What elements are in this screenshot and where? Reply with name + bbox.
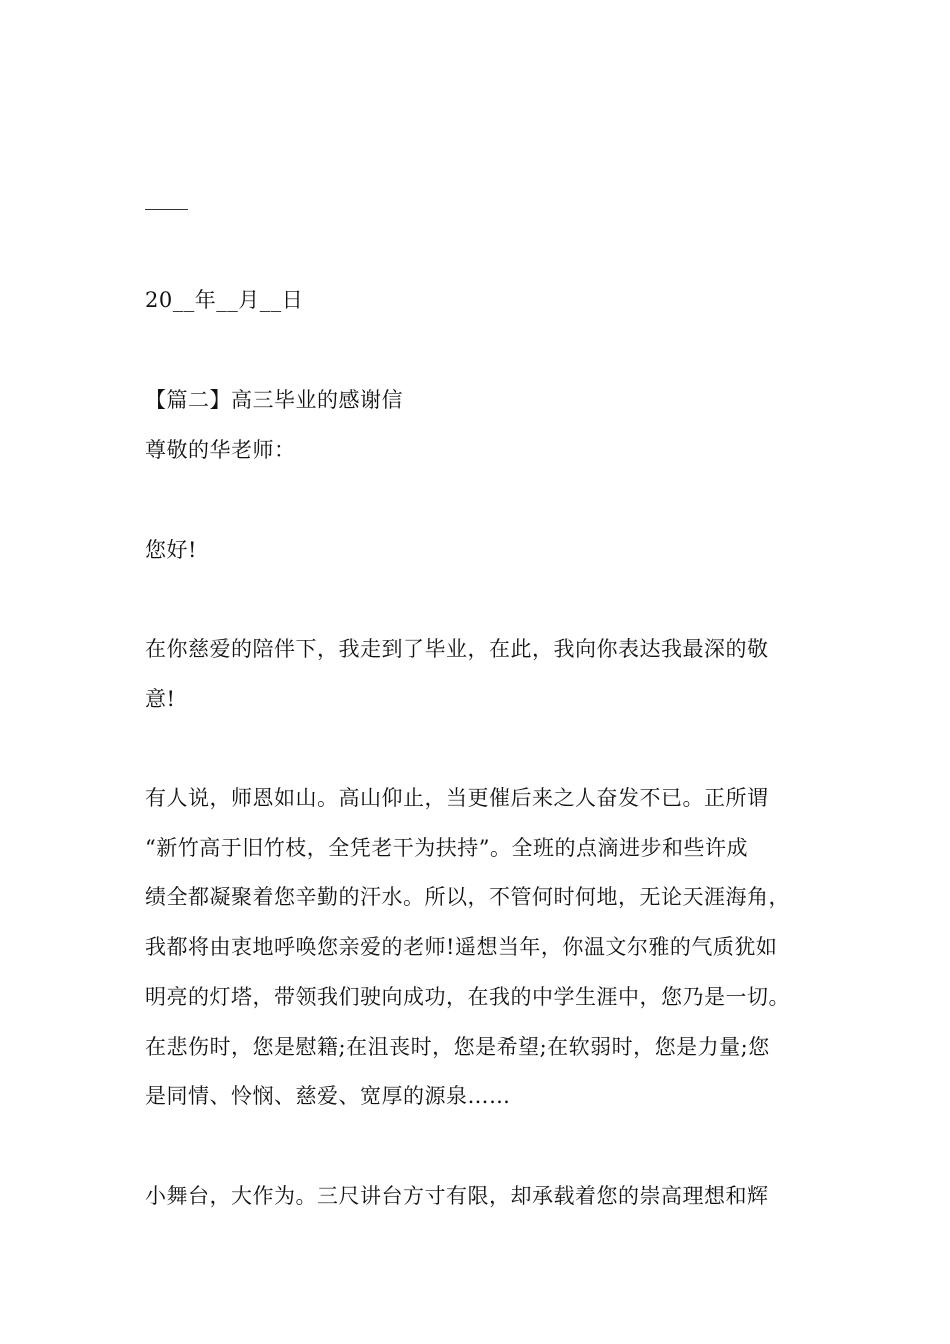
section-title: 【篇二】高三毕业的感谢信: [145, 388, 403, 412]
paragraph-1-line-2: 意!: [145, 687, 176, 711]
paragraph-2-line-2: “新竹高于旧竹枝，全凭老干为扶持”。全班的点滴进步和些许成: [145, 836, 748, 860]
date-line: 20__年__月__日: [145, 288, 304, 312]
paragraph-2-line-6: 在悲伤时，您是慰籍;在沮丧时，您是希望;在软弱时，您是力量;您: [145, 1035, 770, 1059]
paragraph-2-line-3: 绩全都凝聚着您辛勤的汗水。所以，不管何时何地，无论天涯海角，: [145, 885, 790, 909]
paragraph-1-line-1: 在你慈爱的陪伴下，我走到了毕业，在此，我向你表达我最深的敬: [145, 637, 769, 661]
signature-line: [145, 209, 188, 210]
paragraph-2-line-5: 明亮的灯塔，带领我们驶向成功，在我的中学生涯中，您乃是一切。: [145, 985, 790, 1009]
paragraph-2-line-7: 是同情、怜悯、慈爱、宽厚的源泉……: [145, 1084, 511, 1108]
paragraph-3-line-1: 小舞台，大作为。三尺讲台方寸有限，却承载着您的崇高理想和辉: [145, 1184, 769, 1208]
salutation: 尊敬的华老师：: [145, 438, 296, 462]
greeting: 您好!: [145, 538, 197, 562]
paragraph-2-line-4: 我都将由衷地呼唤您亲爱的老师!遥想当年，你温文尔雅的气质犹如: [145, 935, 778, 959]
paragraph-2-line-1: 有人说，师恩如山。高山仰止，当更催后来之人奋发不已。正所谓: [145, 786, 769, 810]
